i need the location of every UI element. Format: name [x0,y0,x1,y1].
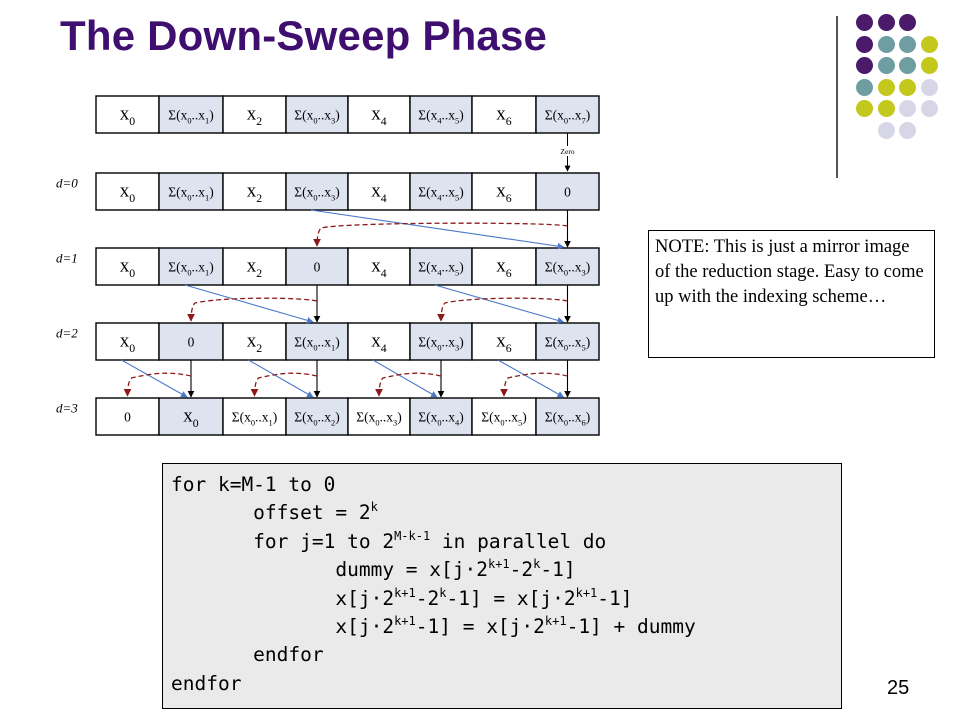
swap-arrow [255,373,318,396]
code-line: $x[j\cdot 2^{k+1}-1] = x[j\cdot 2^{k+1}-1]$ + dummy [171,613,696,638]
cell-text: $x_4$ [371,180,387,205]
cell-text: $\Sigma(x_0..x_3)$ [418,334,464,353]
code-line: endfor [171,671,242,695]
cell-text: $x_4$ [371,255,387,280]
cell-text: $\Sigma(x_0..x_5)$ [544,334,591,353]
array-row [56,323,599,360]
cell-text: $\Sigma(x_0..x_1)$ [168,107,214,126]
cell-text: $\Sigma(x_0..x_5)$ [481,409,527,428]
cell-text: $x_0$ [119,330,136,355]
array-row [56,248,599,285]
cell-text: 0 [313,259,321,275]
code-line: for k=M-1 to 0 [171,473,336,496]
depth-label: d=2 [56,325,78,341]
swap-arrow [128,373,192,396]
cell-text: $\Sigma(x_0..x_3)$ [356,409,402,428]
cell-text: $\Sigma(x_0..x_1)$ [231,409,278,428]
add-arrow [311,210,564,247]
cell-text: $x_6$ [496,103,512,128]
cell-text: $\Sigma(x_0..x_3)$ [544,259,591,278]
cell-text: $x_6$ [496,180,512,205]
cell-text: $x_0$ [119,103,136,128]
note-box: NOTE: This is just a mirror image of the reduction stage. Easy to come up with the indexing scheme… [648,230,935,358]
cell-text: $x_2$ [246,255,263,280]
code-line: offset = $2^k$ [171,500,378,525]
pseudocode-block [162,463,842,709]
cell-text: $\Sigma(x_4..x_5)$ [418,107,464,126]
cell-text: $\Sigma(x_0..x_1)$ [168,184,214,203]
code-line: endfor [171,643,324,667]
depth-label: d=0 [56,175,78,191]
cell-text: 0 [564,184,571,200]
cell-text: $\Sigma(x_0..x_3)$ [294,184,340,203]
depth-label: d=3 [56,400,78,416]
cell-text: $\Sigma(x_4..x_5)$ [418,184,464,203]
diagram-rows [56,96,599,435]
cell-text: $\Sigma(x_0..x_1)$ [294,334,340,353]
cell-text: $x_4$ [371,330,387,355]
cell-text: $x_0$ [183,405,199,430]
page-number: 25 [887,677,910,699]
cell-text: 0 [124,409,131,425]
zero-label: Zero [560,147,575,156]
add-arrow [185,285,313,322]
cell-text: $\Sigma(x_0..x_6)$ [544,409,591,428]
cell-text: $\Sigma(x_4..x_5)$ [418,259,464,278]
cell-text: $x_2$ [246,103,263,128]
cell-text: $\Sigma(x_0..x_2)$ [294,409,340,428]
array-row [56,173,599,210]
cell-text: 0 [187,334,195,350]
slide-title: The Down-Sweep Phase [60,12,548,59]
swap-arrow [504,373,568,396]
cell-text: $\Sigma(x_0..x_3)$ [294,107,340,126]
cell-text: $\Sigma(x_0..x_4)$ [418,409,464,428]
cell-text: $x_0$ [119,180,136,205]
cell-text: $x_0$ [119,255,136,280]
array-row [56,398,599,435]
cell-text: $\Sigma(x_0..x_1)$ [168,259,214,278]
cell-text: $x_2$ [246,330,263,355]
add-arrow [435,285,564,322]
cell-text: $x_6$ [496,330,512,355]
swap-arrow [379,373,441,396]
array-row [96,96,599,133]
cell-text: $x_4$ [371,103,387,128]
cell-text: $x_6$ [496,255,512,280]
code-line: dummy = $x[j\cdot 2^{k+1}-2^k-1]$ [171,557,576,582]
cell-text: $\Sigma(x_0..x_7)$ [544,107,591,126]
depth-label: d=1 [56,250,78,266]
cell-text: $x_2$ [246,180,263,205]
code-line: for j=1 to $2^{M-k-1}$ in parallel do [171,528,607,553]
code-line: $x[j\cdot 2^{k+1}-2^k-1] = x[j\cdot 2^{k+1}-1]$ [171,585,633,610]
